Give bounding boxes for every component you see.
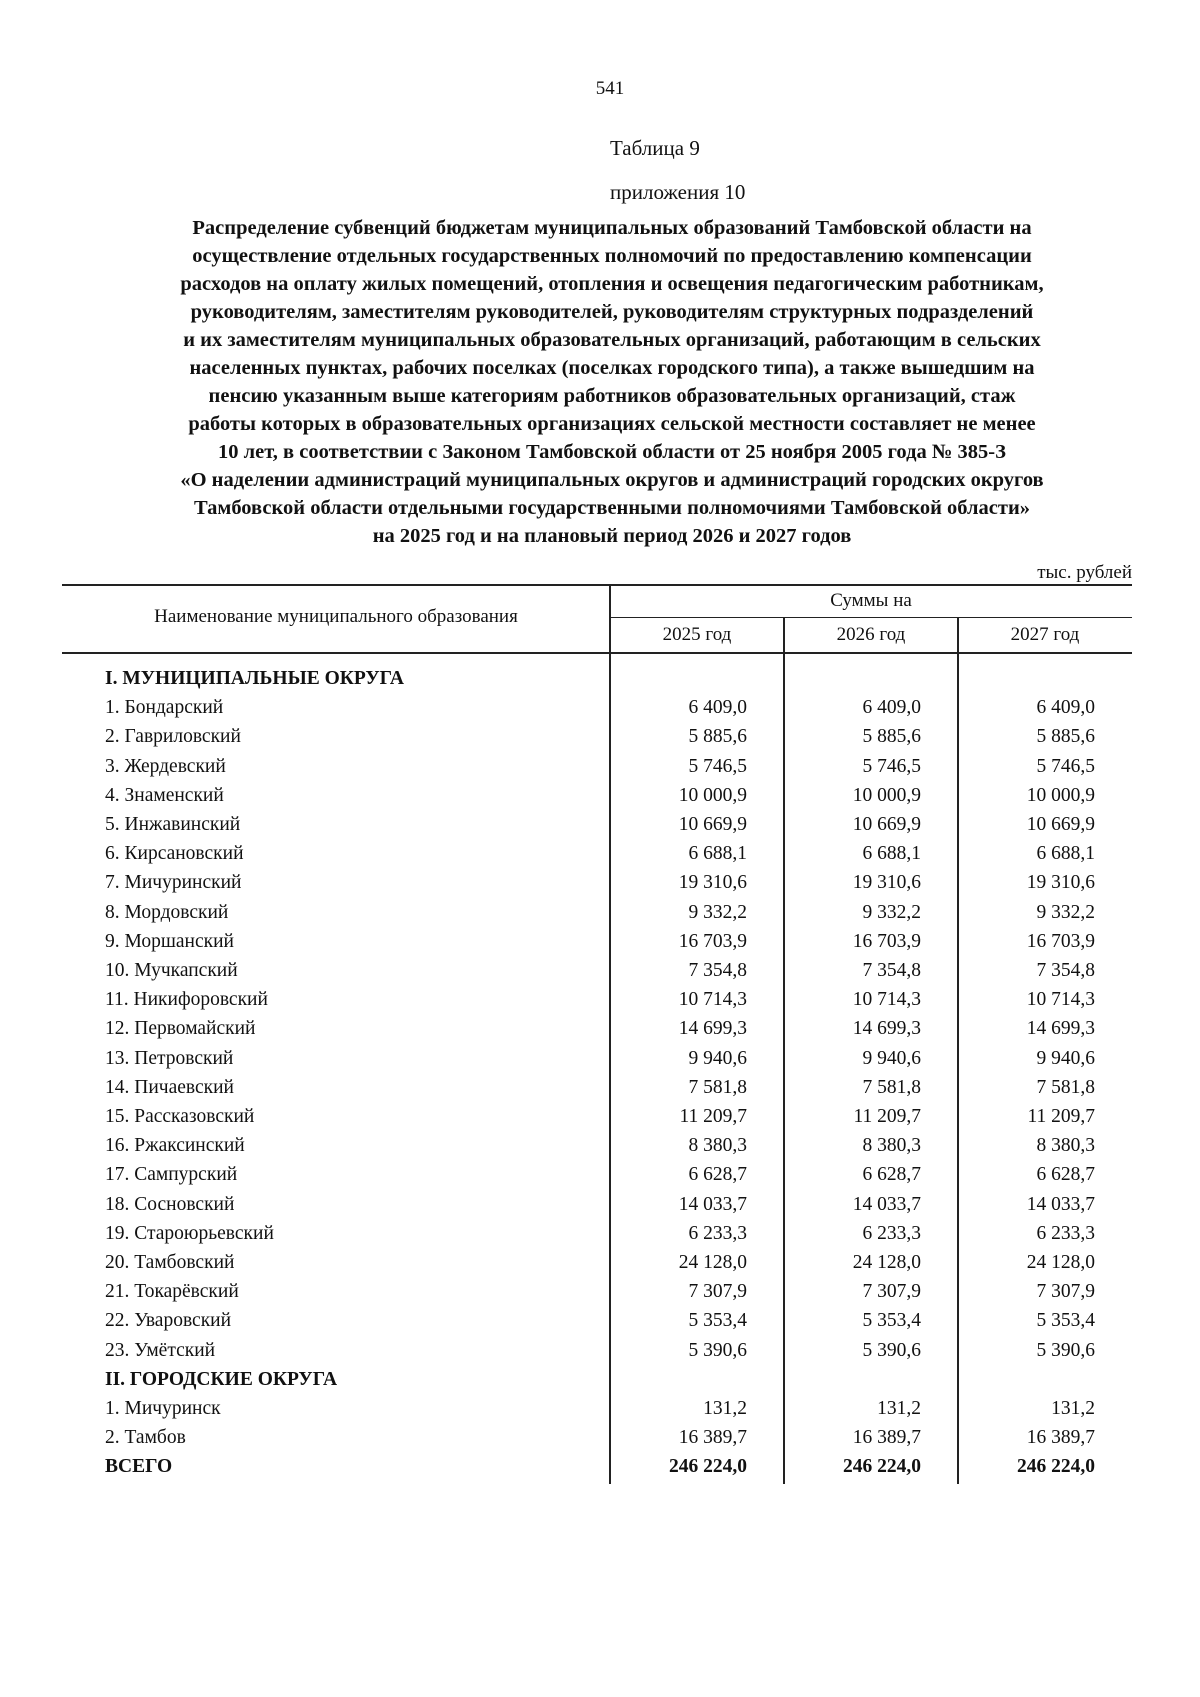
row-value-2026: 5 885,6 bbox=[862, 726, 921, 748]
table-row bbox=[0, 1252, 1200, 1281]
row-name: 3. Жердевский bbox=[105, 755, 226, 777]
row-value-2027: 10 669,9 bbox=[1026, 814, 1095, 835]
table-row bbox=[0, 697, 1200, 726]
row-name: 22. Уваровский bbox=[105, 1310, 232, 1332]
header-sum-rule bbox=[610, 617, 1132, 618]
row-name: 21. Токарёвский bbox=[105, 1281, 239, 1303]
row-name: 17. Сампурский bbox=[105, 1164, 238, 1186]
row-value-2025: 9 332,2 bbox=[688, 901, 747, 923]
row-value-2027: 24 128,0 bbox=[1026, 1252, 1095, 1273]
row-value-2027: 11 209,7 bbox=[1027, 1106, 1095, 1127]
row-name: 23. Умётский bbox=[105, 1339, 216, 1361]
row-value-2025: 7 354,8 bbox=[688, 960, 747, 981]
row-value-2026: 5 746,5 bbox=[862, 755, 921, 777]
row-value-2025: 10 000,9 bbox=[678, 784, 747, 806]
units-label: тыс. рублей bbox=[1037, 562, 1132, 583]
row-value-2025: 10 714,3 bbox=[678, 989, 747, 1011]
row-value-2026: 16 389,7 bbox=[852, 1427, 921, 1449]
row-value-2026: 24 128,0 bbox=[852, 1252, 921, 1273]
row-name: 18. Сосновский bbox=[105, 1193, 235, 1215]
title-line: «О наделении администраций муниципальных округов и администраций городских округов bbox=[180, 469, 1044, 491]
row-value-2027: 5 746,5 bbox=[1036, 755, 1095, 777]
row-value-2025: 9 940,6 bbox=[688, 1047, 747, 1069]
header-bottom-rule bbox=[62, 652, 1132, 654]
table-row bbox=[0, 1427, 1200, 1456]
row-value-2025: 14 033,7 bbox=[678, 1193, 747, 1215]
row-value-2027: 5 885,6 bbox=[1036, 726, 1095, 748]
row-value-2027: 16 389,7 bbox=[1026, 1427, 1095, 1449]
row-name: 10. Мучкапский bbox=[105, 960, 238, 981]
row-value-2027: 8 380,3 bbox=[1036, 1135, 1095, 1157]
row-value-2026: 11 209,7 bbox=[853, 1106, 921, 1127]
table-row bbox=[0, 756, 1200, 785]
row-name: 4. Знаменский bbox=[105, 784, 224, 806]
row-value-2027: 14 699,3 bbox=[1026, 1018, 1095, 1040]
row-name: 6. Кирсановский bbox=[105, 843, 244, 865]
table-row bbox=[0, 872, 1200, 901]
page-number: 541 bbox=[595, 78, 625, 99]
row-value-2027: 246 224,0 bbox=[1017, 1456, 1095, 1478]
table-row bbox=[0, 814, 1200, 843]
row-value-2026: 7 581,8 bbox=[862, 1076, 921, 1098]
row-value-2026: 10 714,3 bbox=[852, 989, 921, 1011]
table-row bbox=[0, 1281, 1200, 1310]
row-value-2026: 6 233,3 bbox=[862, 1222, 921, 1244]
row-value-2027: 5 353,4 bbox=[1036, 1310, 1095, 1332]
row-value-2026: 19 310,6 bbox=[852, 872, 921, 894]
title-line: осуществление отдельных государственных полномочий по предоставлению компенсации bbox=[192, 245, 1032, 267]
title-line: Распределение субвенций бюджетам муниципальных образований Тамбовской области на bbox=[192, 217, 1032, 239]
row-name: 15. Рассказовский bbox=[105, 1106, 255, 1127]
row-value-2027: 9 940,6 bbox=[1036, 1047, 1095, 1069]
table-row bbox=[0, 1106, 1200, 1135]
title-line: Тамбовской области отдельными государственными полномочиями Тамбовской области» bbox=[193, 497, 1031, 519]
row-value-2026: 246 224,0 bbox=[843, 1456, 921, 1478]
table-row bbox=[0, 1164, 1200, 1193]
row-name: 1. Бондарский bbox=[105, 697, 224, 719]
row-value-2025: 6 628,7 bbox=[688, 1164, 747, 1186]
row-name: 16. Ржаксинский bbox=[105, 1135, 245, 1157]
section-row bbox=[0, 1369, 1200, 1398]
row-value-2026: 8 380,3 bbox=[862, 1135, 921, 1157]
row-name: 1. Мичуринск bbox=[105, 1398, 221, 1419]
title-line: работы которых в образовательных организациях сельской местности составляет не менее bbox=[188, 413, 1036, 435]
table-row bbox=[0, 902, 1200, 931]
row-name: 19. Староюрьевский bbox=[105, 1222, 274, 1244]
row-value-2027: 6 233,3 bbox=[1036, 1222, 1095, 1244]
row-value-2025: 10 669,9 bbox=[678, 814, 747, 835]
row-value-2027: 6 688,1 bbox=[1036, 843, 1095, 865]
row-value-2027: 6 628,7 bbox=[1036, 1164, 1095, 1186]
table-label: Таблица 9 bbox=[610, 136, 700, 160]
header-year-2025: 2025 год bbox=[662, 624, 732, 645]
table-row bbox=[0, 960, 1200, 989]
table-row bbox=[0, 1018, 1200, 1047]
row-value-2027: 16 703,9 bbox=[1026, 930, 1095, 952]
row-value-2027: 10 000,9 bbox=[1026, 784, 1095, 806]
header-year-2026: 2026 год bbox=[836, 624, 906, 645]
row-name: 9. Моршанский bbox=[105, 930, 234, 952]
row-value-2025: 14 699,3 bbox=[678, 1018, 747, 1040]
table-row bbox=[0, 843, 1200, 872]
title-line: руководителям, заместителям руководителей, руководителям структурных подразделений bbox=[190, 301, 1034, 323]
row-name: ВСЕГО bbox=[105, 1456, 173, 1478]
header-name-column: Наименование муниципального образования bbox=[154, 606, 518, 627]
row-value-2026: 6 688,1 bbox=[862, 843, 921, 865]
table-row bbox=[0, 1310, 1200, 1339]
row-value-2026: 131,2 bbox=[877, 1398, 921, 1419]
row-value-2027: 5 390,6 bbox=[1036, 1339, 1095, 1361]
title-line: и их заместителям муниципальных образовательных организаций, работающим в сельских bbox=[183, 329, 1041, 351]
row-value-2025: 16 389,7 bbox=[678, 1427, 747, 1449]
table-row bbox=[0, 1340, 1200, 1369]
row-name: II. ГОРОДСКИЕ ОКРУГА bbox=[105, 1368, 338, 1390]
title-line: расходов на оплату жилых помещений, отопления и освещения педагогическим работникам, bbox=[180, 273, 1044, 295]
row-value-2027: 7 354,8 bbox=[1036, 960, 1095, 981]
row-value-2026: 14 033,7 bbox=[852, 1193, 921, 1215]
row-value-2027: 9 332,2 bbox=[1036, 901, 1095, 923]
row-value-2025: 5 353,4 bbox=[688, 1310, 747, 1332]
row-value-2025: 5 390,6 bbox=[688, 1339, 747, 1361]
header-sum-column: Суммы на bbox=[830, 590, 912, 611]
row-name: 11. Никифоровский bbox=[105, 989, 268, 1011]
table-row bbox=[0, 785, 1200, 814]
row-value-2025: 6 688,1 bbox=[688, 843, 747, 865]
row-value-2026: 5 390,6 bbox=[862, 1339, 921, 1361]
row-value-2025: 7 581,8 bbox=[688, 1076, 747, 1098]
table-row bbox=[0, 989, 1200, 1018]
row-value-2025: 5 746,5 bbox=[688, 755, 747, 777]
row-value-2025: 11 209,7 bbox=[679, 1106, 747, 1127]
annex-label: приложения 10 bbox=[610, 180, 746, 204]
row-name: 8. Мордовский bbox=[105, 901, 229, 923]
row-value-2025: 19 310,6 bbox=[678, 872, 747, 894]
row-value-2026: 9 940,6 bbox=[862, 1047, 921, 1069]
row-value-2026: 6 628,7 bbox=[862, 1164, 921, 1186]
row-value-2026: 10 000,9 bbox=[852, 784, 921, 806]
row-value-2026: 7 354,8 bbox=[862, 960, 921, 981]
table-row bbox=[0, 1194, 1200, 1223]
title-line: пенсию указанным выше категориям работников образовательных организаций, стаж bbox=[208, 385, 1016, 407]
row-value-2027: 10 714,3 bbox=[1026, 989, 1095, 1011]
total-row bbox=[0, 1456, 1200, 1485]
row-name: 2. Гавриловский bbox=[105, 726, 241, 748]
table-row bbox=[0, 1223, 1200, 1252]
row-name: 20. Тамбовский bbox=[105, 1252, 235, 1273]
row-value-2026: 7 307,9 bbox=[862, 1281, 921, 1303]
row-value-2026: 5 353,4 bbox=[862, 1310, 921, 1332]
row-name: 5. Инжавинский bbox=[105, 814, 241, 835]
table-row bbox=[0, 931, 1200, 960]
row-value-2025: 24 128,0 bbox=[678, 1252, 747, 1273]
row-value-2025: 7 307,9 bbox=[688, 1281, 747, 1303]
row-value-2025: 8 380,3 bbox=[688, 1135, 747, 1157]
row-value-2025: 246 224,0 bbox=[669, 1456, 747, 1478]
table-row bbox=[0, 1398, 1200, 1427]
row-value-2027: 6 409,0 bbox=[1036, 697, 1095, 719]
row-name: 13. Петровский bbox=[105, 1047, 234, 1069]
row-name: 7. Мичуринский bbox=[105, 872, 242, 894]
row-value-2025: 16 703,9 bbox=[678, 930, 747, 952]
row-value-2027: 19 310,6 bbox=[1026, 872, 1095, 894]
table-row bbox=[0, 726, 1200, 755]
row-value-2025: 6 233,3 bbox=[688, 1222, 747, 1244]
row-value-2027: 131,2 bbox=[1051, 1398, 1095, 1419]
header-year-2027: 2027 год bbox=[1010, 624, 1080, 645]
row-value-2025: 5 885,6 bbox=[688, 726, 747, 748]
row-value-2026: 9 332,2 bbox=[862, 901, 921, 923]
header-top-rule bbox=[62, 584, 1132, 586]
row-name: 12. Первомайский bbox=[105, 1018, 256, 1040]
row-value-2027: 7 581,8 bbox=[1036, 1076, 1095, 1098]
table-row bbox=[0, 1048, 1200, 1077]
title-line: 10 лет, в соответствии с Законом Тамбовской области от 25 ноября 2005 года № 385-З bbox=[218, 441, 1006, 463]
row-value-2026: 16 703,9 bbox=[852, 930, 921, 952]
document-title bbox=[62, 214, 1162, 550]
section-row bbox=[0, 668, 1200, 697]
row-value-2027: 14 033,7 bbox=[1026, 1193, 1095, 1215]
row-value-2026: 6 409,0 bbox=[862, 697, 921, 719]
row-name: 14. Пичаевский bbox=[105, 1076, 234, 1098]
row-value-2026: 10 669,9 bbox=[852, 814, 921, 835]
table-row bbox=[0, 1135, 1200, 1164]
title-line: населенных пунктах, рабочих поселках (поселках городского типа), а также вышедшим на bbox=[189, 357, 1035, 379]
title-line: на 2025 год и на плановый период 2026 и 2027 годов bbox=[372, 525, 852, 547]
table-row bbox=[0, 1077, 1200, 1106]
row-name: 2. Тамбов bbox=[105, 1427, 186, 1449]
row-value-2027: 7 307,9 bbox=[1036, 1281, 1095, 1303]
row-value-2025: 6 409,0 bbox=[688, 697, 747, 719]
row-name: I. МУНИЦИПАЛЬНЫЕ ОКРУГА bbox=[105, 668, 405, 689]
row-value-2025: 131,2 bbox=[703, 1398, 747, 1419]
row-value-2026: 14 699,3 bbox=[852, 1018, 921, 1040]
